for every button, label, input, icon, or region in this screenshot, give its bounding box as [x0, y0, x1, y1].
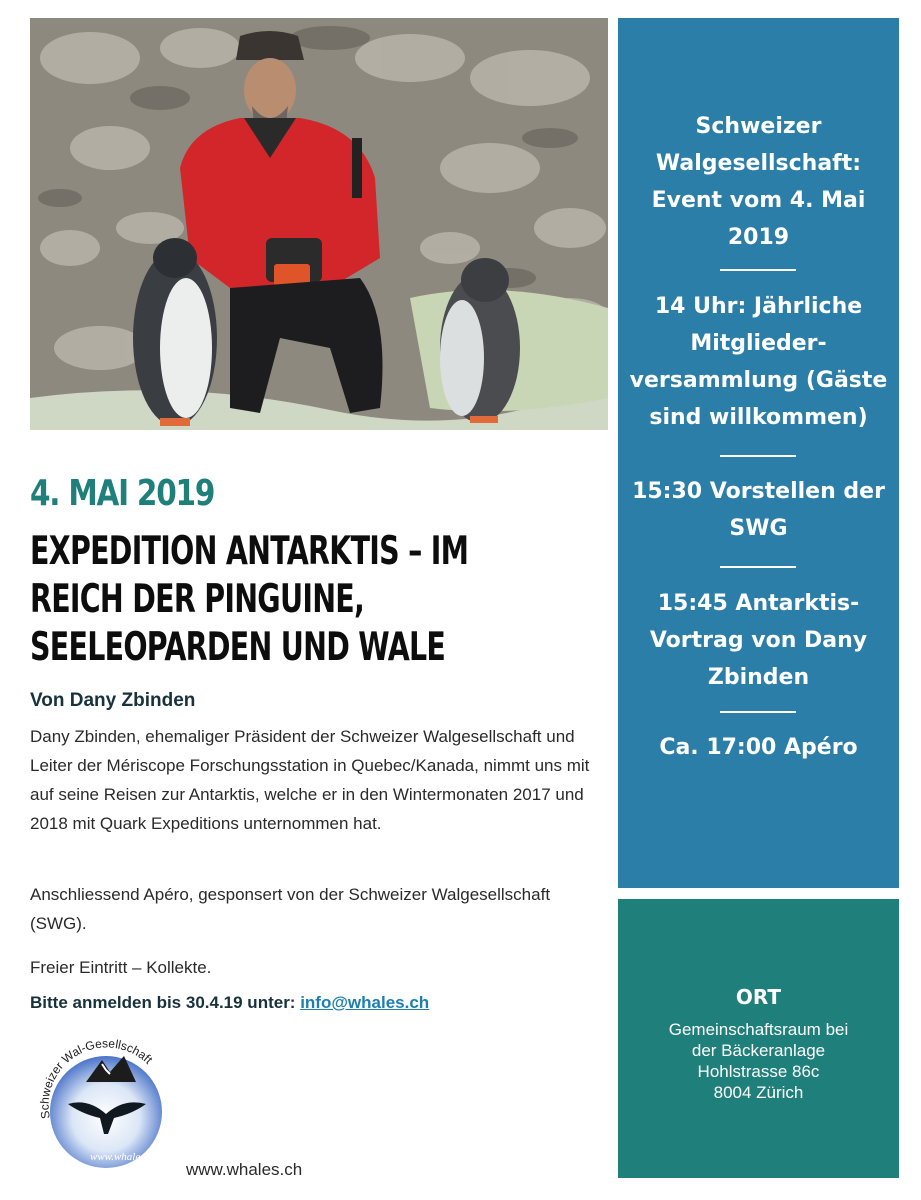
description-paragraph: Dany Zbinden, ehemaliger Präsident der Schweizer Walgesellschaft und Leiter der Mériscope Forschungsstation in Quebec/Kanada, nimmt uns mit auf seine Reisen zur Antarktis, welche er in den Wintermonaten 2017 und 2018 mit Quark Expeditions unternommen hat.: [30, 727, 590, 833]
expedition-photo: [30, 18, 608, 430]
sponsor-paragraph: Anschliessend Apéro, gesponsert von der Schweizer Walgesellschaft (SWG).: [30, 885, 551, 933]
divider: [720, 455, 796, 457]
event-title: [30, 528, 534, 672]
photo-expedition-penguins: [30, 18, 608, 430]
schedule-item: 15:30 Vorstellen der SWG: [632, 479, 885, 541]
event-title-line: EXPEDITION ANTARKTIS – IM: [30, 529, 469, 574]
divider: [720, 711, 796, 713]
address-line: der Bäckeranlage: [691, 1041, 826, 1060]
address-line: 8004 Zürich: [713, 1083, 804, 1102]
location-heading: ORT: [735, 985, 782, 1009]
registration-text: Bitte anmelden bis 30.4.19 unter:: [30, 993, 301, 1012]
event-title-line: REICH DER PINGUINE,: [30, 577, 365, 622]
author-line: Von Dany Zbinden: [30, 690, 196, 711]
registration-email-link[interactable]: info@whales.ch: [300, 993, 430, 1012]
event-title-line: SEELEOPARDEN UND WALE: [30, 625, 446, 670]
footer-website: www.whales.ch: [186, 1160, 303, 1179]
address-line: Hohlstrasse 86c: [697, 1062, 820, 1081]
schedule-heading: Schweizer Walgesellschaft: Event vom 4. Mai 2019: [651, 114, 866, 250]
divider: [720, 269, 796, 271]
divider: [720, 566, 796, 568]
location-panel: [618, 899, 899, 1178]
schedule-panel: [618, 18, 899, 888]
registration-line: [30, 993, 429, 1013]
logo-url-text: www.whales.ch: [90, 1151, 158, 1163]
schedule-item: 14 Uhr: Jährliche Mitglieder- versammlung (Gäste sind willkommen): [629, 294, 888, 430]
whale-tail-logo: [28, 1022, 182, 1176]
schedule-item: Ca. 17:00 Apéro: [659, 735, 858, 760]
schedule-item: 15:45 Antarktis- Vortrag von Dany Zbinden: [649, 591, 868, 690]
logo-ring-text: Schweizer Wal-Gesellschaft: [37, 1036, 156, 1120]
event-date: 4. MAI 2019: [30, 473, 215, 514]
entry-paragraph: Freier Eintritt – Kollekte.: [30, 958, 212, 977]
address-line: Gemeinschaftsraum bei: [668, 1020, 849, 1039]
